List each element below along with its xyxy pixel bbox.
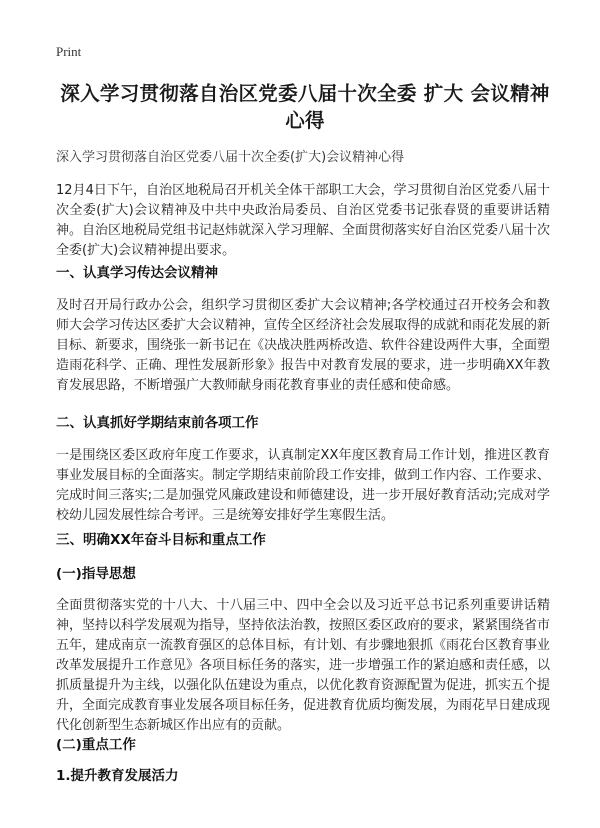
key-work-item-1-heading: 1.提升教育发展活力 <box>56 768 179 784</box>
section-3-heading: 三、明确XX年奋斗目标和重点工作 <box>56 532 266 548</box>
document-subtitle: 深入学习贯彻落自治区党委八届十次全委(扩大)会议精神心得 <box>56 150 405 165</box>
print-label[interactable]: Print <box>56 44 82 59</box>
guiding-ideology-heading: (一)指导思想 <box>56 566 136 582</box>
section-1-paragraph: 及时召开局行政办公会，组织学习贯彻区委扩大会议精神;各学校通过召开校务会和教师大会学习传达区委扩大会议精神，宣传全区经济社会发展取得的成就和雨花发展的新目标、新要求，围绕张一新书记在《决战决胜两桥改造、软件谷建设两件大事，全面塑造雨花科学、正确、理性发展新形象》报告中对教育发展的要求，进一步明确XX年教育发展思路，不断增强广大教师献身雨花教育事业的责任感和使命感。 <box>56 298 551 393</box>
intro-paragraph: 12月4日下午，自治区地税局召开机关全体干部职工大会，学习贯彻自治区党委八届十次全委(扩大)会议精神及中共中央政治局委员、自治区党委书记张春贤的重要讲话精神。自治区地税局党组书记赵炜就深入学习理解、全面贯彻落实好自治区党委八届十次全委(扩大)会议精神提出要求。 <box>56 183 551 258</box>
section-2-heading: 二、认真抓好学期结束前各项工作 <box>56 415 259 431</box>
key-work-heading: (二)重点工作 <box>56 737 136 753</box>
document-title: 深入学习贯彻落自治区党委八届十次全委 扩大 会议精神心得 <box>60 82 550 132</box>
section-1-heading: 一、认真学习传达会议精神 <box>56 265 218 281</box>
section-2-paragraph: 一是围绕区委区政府年度工作要求，认真制定XX年度区教育局工作计划，推进区教育事业发展目标的全面落实。制定学期结束前阶段工作安排，做到工作内容、工作要求、完成时间三落实;二是加强党风廉政建设和师德建设，进一步开展好教育活动;完成对学校幼儿园发展性综合考评。三是统筹安排好学生寒假生活。 <box>56 448 551 523</box>
guiding-ideology-paragraph: 全面贯彻落实党的十八大、十八届三中、四中全会以及习近平总书记系列重要讲话精神，坚持以科学发展观为指导，坚持依法治教，按照区委区政府的要求，紧紧围绕省市五年，建成南京一流教育强区的总体目标，有计划、有步骤地狠抓《雨花台区教育事业改革发展提升工作意见》各项目标任务的落实，进一步增强工作的紧迫感和责任感，以抓质量提升为主线，以强化队伍建设为重点，以优化教育资源配置为促进，抓实五个提升，全面完成教育事业发展各项目标任务，促进教育优质均衡发展，为雨花早日建成现代化创新型生态新城区作出应有的贡献。 <box>56 598 551 733</box>
